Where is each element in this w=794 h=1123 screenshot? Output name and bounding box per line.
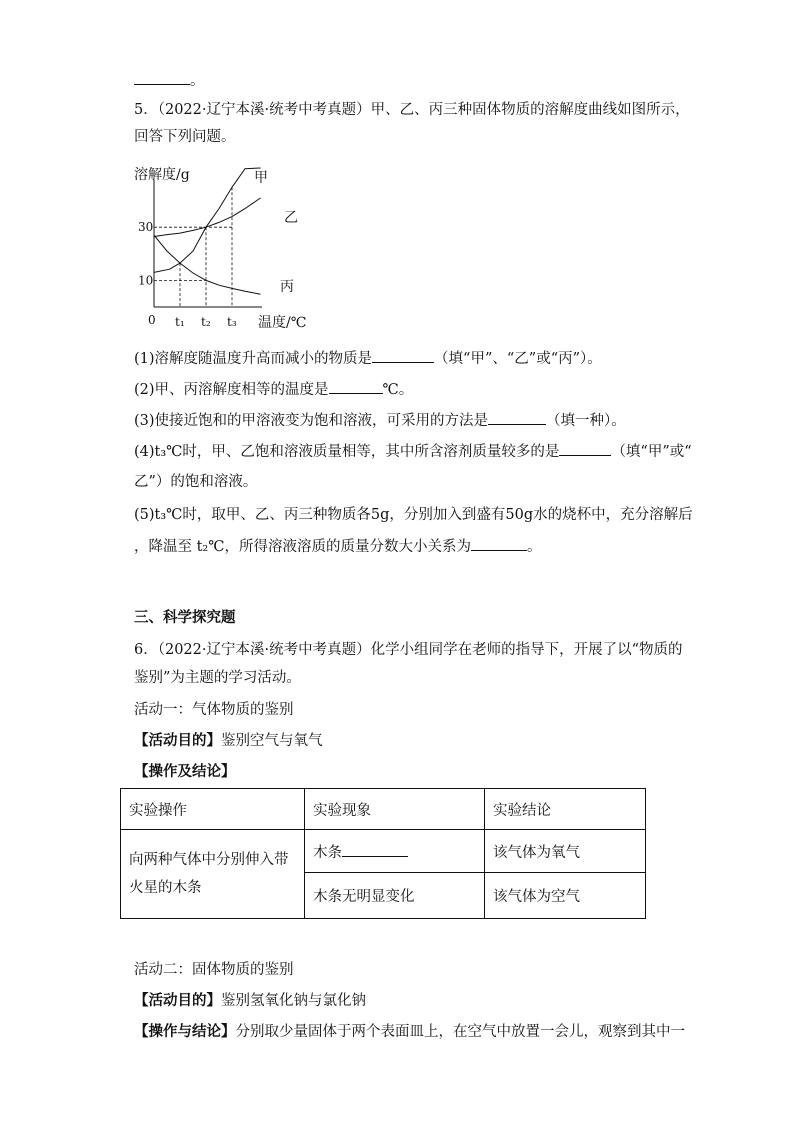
series-label: 甲 <box>254 170 268 186</box>
table-header-row <box>121 789 646 830</box>
activity-1-op-tag: 【操作及结论】 <box>134 764 236 780</box>
goal-tag: 【活动目的】 <box>134 733 221 749</box>
q5-item-3 <box>134 410 626 431</box>
activity-1-goal <box>134 731 323 751</box>
q5-stem-line-1 <box>134 100 690 120</box>
y-axis-label: 溶解度/g <box>134 167 190 183</box>
item-text: (2)甲、丙溶解度相等的温度是 <box>134 382 329 398</box>
y-tick-label: 30 <box>138 220 154 235</box>
q5-item-2 <box>134 379 413 400</box>
chart-axes <box>154 180 262 307</box>
chart-labels <box>134 166 306 331</box>
section-heading: 三、科学探究题 <box>134 609 236 626</box>
question-number: 6． <box>134 642 158 658</box>
activity-2-op <box>134 1022 685 1042</box>
origin-label: 0 <box>148 313 156 327</box>
q6-stem-line-1 <box>134 640 683 660</box>
chart-guide-lines <box>154 187 232 307</box>
curve-2 <box>154 198 261 237</box>
question-source: （2022·辽宁本溪·统考中考真题） <box>157 642 371 658</box>
item-text: 。 <box>526 539 542 555</box>
answer-blank <box>342 842 408 857</box>
conclusion-cell: 该气体为空气 <box>485 873 646 919</box>
answer-blank <box>372 348 434 363</box>
q5-item-5 <box>134 505 693 525</box>
q5-stem-line-2 <box>134 127 236 147</box>
x-tick-label: t₃ <box>227 315 237 329</box>
x-tick-label: t₁ <box>175 315 185 329</box>
answer-blank <box>559 441 611 456</box>
question-stem: 回答下列问题。 <box>134 129 236 145</box>
activity-2-title: 活动二：固体物质的鉴别 <box>134 962 294 978</box>
question-stem: 化学小组同学在老师的指导下，开展了以“物质的 <box>370 642 683 658</box>
header-cell: 实验操作 <box>121 789 305 830</box>
question-number: 5． <box>134 102 158 118</box>
item-text: (4)t₃℃时，甲、乙饱和溶液质量相等，其中所含溶剂质量较多的是 <box>134 444 560 460</box>
table-row <box>121 830 646 873</box>
q5-item-4-cont <box>134 472 257 492</box>
curve-3 <box>154 235 261 294</box>
conclusion-cell: 该气体为氧气 <box>485 830 646 873</box>
item-text: (1)溶解度随温度升高而减小的物质是 <box>134 351 373 367</box>
q5-item-5-cont <box>134 536 541 557</box>
experiment-table <box>120 788 646 919</box>
operation-cell <box>121 830 305 919</box>
answer-blank <box>134 70 190 85</box>
cell-text: 木条 <box>313 844 342 861</box>
cell-text: 向两种气体中分别伸入带 <box>129 852 289 868</box>
item-text: ℃。 <box>382 382 414 398</box>
item-text: （填一种）。 <box>546 413 626 429</box>
item-text: ，降温至 t₂℃，所得溶液溶质的质量分数大小关系为 <box>134 539 471 555</box>
goal-text: 鉴别空气与氧气 <box>221 733 323 749</box>
tail-text: 。 <box>190 73 205 89</box>
cell-text: 火星的木条 <box>129 880 202 896</box>
x-axis-label: 温度/℃ <box>258 315 307 331</box>
series-label: 丙 <box>280 279 294 295</box>
item-text: (3)使接近饱和的甲溶液变为饱和溶液，可采用的方法是 <box>134 413 489 429</box>
answer-blank <box>471 536 527 551</box>
item-text: （填“甲”、“乙”或“丙”）。 <box>434 351 602 367</box>
curve-1 <box>154 168 261 272</box>
x-tick-label: t₂ <box>201 315 211 329</box>
goal-text: 鉴别氢氧化钠与氯化钠 <box>221 993 366 1009</box>
item-text: （填“甲”或“ <box>611 444 692 460</box>
q5-item-4 <box>134 441 692 462</box>
activity-1-title: 活动一：气体物质的鉴别 <box>134 702 294 718</box>
series-label: 乙 <box>284 210 298 226</box>
op-text: 分别取少量固体于两个表面皿上，在空气中放置一会儿，观察到其中一 <box>235 1024 685 1040</box>
answer-blank <box>329 379 383 394</box>
activity-2-goal <box>134 991 366 1011</box>
y-tick-label: 10 <box>138 273 154 288</box>
phenomenon-cell: 木条无明显变化 <box>305 873 485 919</box>
question-source: （2022·辽宁本溪·统考中考真题） <box>157 102 371 118</box>
q6-stem-line-2 <box>134 668 301 688</box>
header-cell: 实验结论 <box>485 789 646 830</box>
header-cell: 实验现象 <box>305 789 485 830</box>
answer-blank <box>488 410 546 425</box>
chart-curves <box>154 168 261 294</box>
item-text: (5)t₃℃时，取甲、乙、丙三种物质各5g，分别加入到盛有50g水的烧杯中，充分溶解后 <box>134 507 693 523</box>
op-tag: 【操作与结论】 <box>134 1024 236 1040</box>
goal-tag: 【活动目的】 <box>134 993 221 1009</box>
question-stem: 鉴别”为主题的学习活动。 <box>134 670 301 686</box>
question-stem: 甲、乙、丙三种固体物质的溶解度曲线如图所示， <box>370 102 690 118</box>
q5-item-1 <box>134 348 602 369</box>
phenomenon-cell <box>305 830 485 873</box>
item-text: 乙”）的饱和溶液。 <box>134 474 258 490</box>
solubility-chart <box>132 160 312 335</box>
previous-answer-tail <box>134 70 205 91</box>
